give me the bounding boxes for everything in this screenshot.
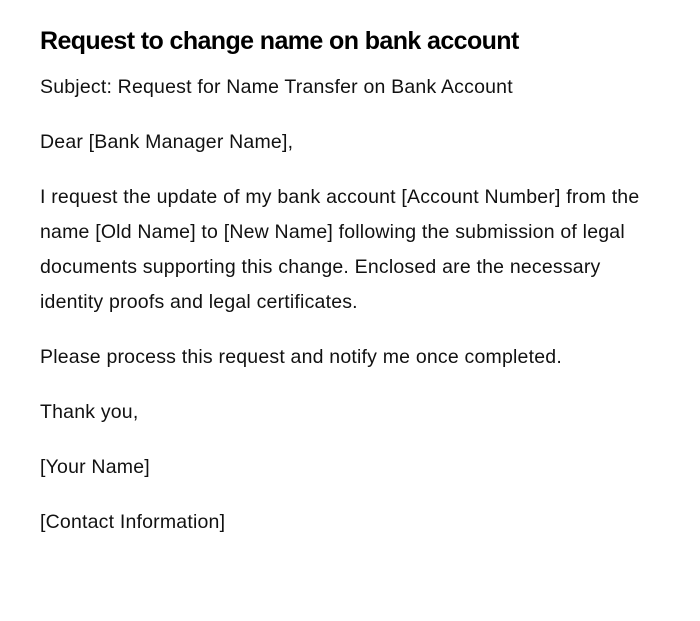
letter-closing: Thank you, bbox=[40, 401, 139, 423]
contact-information: [Contact Information] bbox=[40, 511, 226, 533]
signature-name: [Your Name] bbox=[40, 456, 150, 478]
letter-document bbox=[40, 24, 660, 560]
letter-subject: Subject: Request for Name Transfer on Bank Account bbox=[40, 76, 513, 98]
letter-salutation: Dear [Bank Manager Name], bbox=[40, 131, 294, 153]
letter-body: I request the update of my bank account [Account Number] from the name [Old Name] to [New Name] following the submission of legal documents supporting this change. Enclosed are the necessary identity proofs and legal certificates. bbox=[40, 186, 640, 313]
document-title: Request to change name on bank account bbox=[40, 27, 519, 55]
letter-request: Please process this request and notify me once completed. bbox=[40, 346, 562, 368]
